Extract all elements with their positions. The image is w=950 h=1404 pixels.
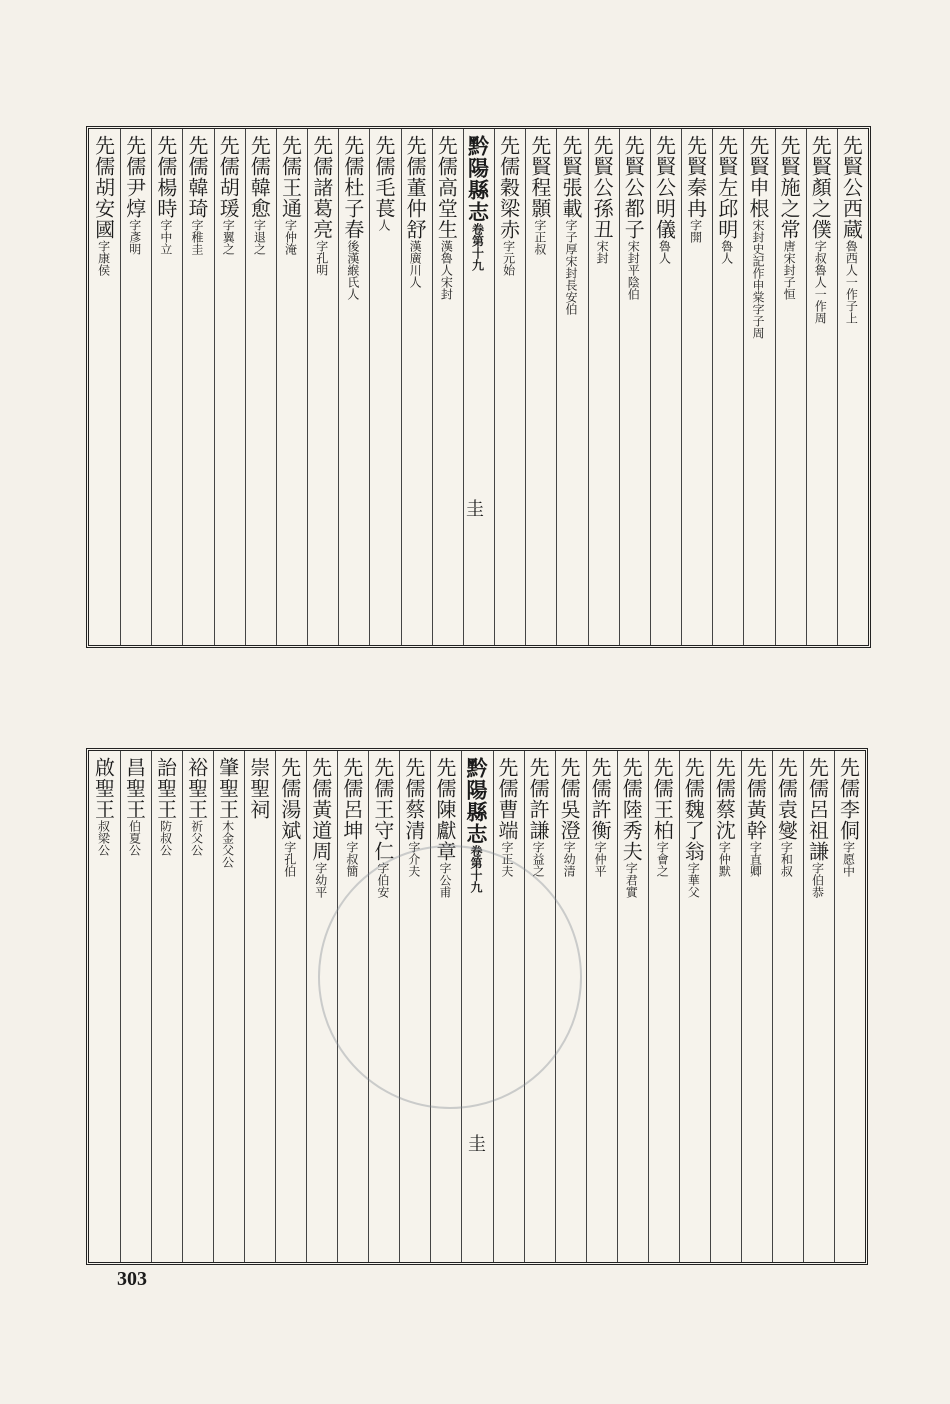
- column-rule: [525, 129, 526, 645]
- column-rule: [244, 751, 245, 1262]
- entry-annotation: 字仲平: [593, 841, 608, 877]
- column-rule: [307, 129, 308, 645]
- entry-annotation: 字康侯: [96, 240, 111, 276]
- entry-annotation: 字伯恭: [810, 862, 825, 898]
- entry-name: 先儒曹端: [495, 757, 520, 841]
- entry-column: [279, 757, 301, 877]
- entry-annotation: 字君實: [624, 862, 639, 898]
- entry-column: [341, 757, 363, 877]
- column-rule: [743, 129, 744, 645]
- entry-column: [155, 135, 177, 255]
- column-rule: [710, 751, 711, 1262]
- entry-column: [685, 135, 707, 243]
- column-rule: [775, 129, 776, 645]
- entry-column: [248, 757, 270, 820]
- entry-name: 先儒韓琦: [185, 135, 210, 219]
- entry-name: 黔陽縣志: [465, 135, 491, 223]
- bottom-folio-mark: 圭: [468, 1134, 486, 1155]
- entry-annotation: 字益之: [531, 841, 546, 877]
- entry-annotation: 卷第十九: [469, 845, 483, 893]
- entry-annotation: 卷第十九: [470, 223, 485, 271]
- entry-column: [373, 135, 395, 231]
- entry-annotation: 字叔魯人一作周: [813, 240, 828, 324]
- entry-name: 先賢公明儀: [652, 135, 677, 240]
- column-rule: [556, 129, 557, 645]
- entry-annotation: 字彥明: [127, 219, 142, 255]
- entry-column: [620, 757, 642, 898]
- column-rule: [679, 751, 680, 1262]
- column-rule: [803, 751, 804, 1262]
- column-rule: [806, 129, 807, 645]
- top-folio-mark: 圭: [466, 499, 484, 520]
- entry-column: [682, 757, 704, 898]
- column-rule: [151, 751, 152, 1262]
- entry-column: [342, 135, 364, 300]
- column-rule: [834, 751, 835, 1262]
- column-rule: [494, 129, 495, 645]
- entry-name: 先儒蔡清: [401, 757, 426, 841]
- entry-annotation: 字正夫: [500, 841, 515, 877]
- entry-name: 先儒高堂生: [434, 135, 459, 240]
- entry-name: 先儒尹焞: [122, 135, 147, 219]
- entry-name: 先儒呂祖謙: [805, 757, 830, 862]
- entry-column: [310, 757, 332, 898]
- entry-name: 先儒胡瑗: [216, 135, 241, 219]
- column-rule: [648, 751, 649, 1262]
- entry-annotation: 叔梁公: [96, 820, 111, 856]
- entry-column: [435, 135, 457, 300]
- column-rule: [182, 129, 183, 645]
- entry-name: 黔陽縣志: [464, 757, 489, 845]
- entry-annotation: 字仲淹: [283, 219, 298, 255]
- column-rule: [432, 129, 433, 645]
- entry-annotation: 字退之: [252, 219, 267, 255]
- entry-column: [778, 135, 800, 300]
- entry-column: [155, 757, 177, 856]
- column-rule: [401, 129, 402, 645]
- entry-column: [498, 135, 520, 276]
- entry-name: 先儒王柏: [650, 757, 675, 841]
- entry-annotation: 木金父公: [220, 820, 235, 868]
- entry-name: 先賢程顥: [527, 135, 552, 219]
- entry-name: 先賢施之常: [777, 135, 802, 240]
- entry-name: 先儒諸葛亮: [309, 135, 334, 240]
- entry-annotation: 字叔簡: [344, 841, 359, 877]
- entry-column: [747, 135, 769, 339]
- entry-annotation: 字和叔: [779, 841, 794, 877]
- entry-column: [529, 135, 551, 255]
- entry-column: [186, 135, 208, 255]
- entry-name: 先儒湯斌: [277, 757, 302, 841]
- column-rule: [586, 751, 587, 1262]
- entry-name: 先儒王守仁: [370, 757, 395, 862]
- entry-name: 先賢張載: [558, 135, 583, 219]
- entry-name: 先儒黃幹: [743, 757, 768, 841]
- entry-annotation: 字子厚宋封長安伯: [563, 219, 578, 315]
- entry-column: [809, 135, 831, 324]
- entry-column: [837, 757, 859, 877]
- entry-name: 先賢左邱明: [714, 135, 739, 240]
- entry-annotation: 後漢緱氏人: [345, 240, 360, 300]
- column-rule: [120, 751, 121, 1262]
- entry-column: [591, 135, 613, 264]
- entry-annotation: 人: [377, 219, 392, 231]
- entry-annotation: 字幼平: [313, 862, 328, 898]
- entry-annotation: 字愿中: [841, 841, 856, 877]
- column-rule: [712, 129, 713, 645]
- entry-name: 崇聖祠: [246, 757, 271, 820]
- entry-column: [124, 135, 146, 255]
- entry-column: [280, 135, 302, 255]
- entry-name: 先賢顏之僕: [808, 135, 833, 240]
- entry-annotation: 字稚圭: [190, 219, 205, 255]
- entry-column: [840, 135, 862, 324]
- entry-column: [311, 135, 333, 276]
- column-rule: [275, 751, 276, 1262]
- column-rule: [245, 129, 246, 645]
- entry-column: [186, 757, 208, 856]
- entry-annotation: 字幼清: [562, 841, 577, 877]
- entry-column: [124, 757, 146, 856]
- column-rule: [463, 129, 464, 645]
- entry-name: 先儒穀梁赤: [496, 135, 521, 240]
- entry-name: 先儒王通: [278, 135, 303, 219]
- entry-annotation: 字孔明: [314, 240, 329, 276]
- entry-name: 先儒蔡沈: [712, 757, 737, 841]
- column-rule: [338, 129, 339, 645]
- entry-name: 先儒許衡: [588, 757, 613, 841]
- entry-name: 先儒楊時: [153, 135, 178, 219]
- entry-annotation: 字直卿: [748, 841, 763, 877]
- entry-annotation: 唐宋封子恒: [782, 240, 797, 300]
- column-rule: [619, 129, 620, 645]
- column-rule: [151, 129, 152, 645]
- entry-annotation: 字中立: [158, 219, 173, 255]
- entry-name: 詒聖王: [153, 757, 178, 820]
- entry-name: 先儒黃道周: [308, 757, 333, 862]
- entry-column: [404, 135, 426, 288]
- entry-annotation: 祈父公: [189, 820, 204, 856]
- entry-name: 先賢申根: [745, 135, 770, 219]
- entry-annotation: 字介夫: [406, 841, 421, 877]
- entry-column: [589, 757, 611, 877]
- entry-annotation: 字翼之: [221, 219, 236, 255]
- entry-annotation: 宋封: [595, 240, 610, 264]
- entry-name: 先儒胡安國: [91, 135, 116, 240]
- entry-name: 先賢秦冉: [683, 135, 708, 219]
- entry-column: [93, 135, 115, 276]
- running-header: [467, 135, 489, 271]
- entry-annotation: 宋封平陰伯: [626, 240, 641, 300]
- entry-annotation: 字伯安: [375, 862, 390, 898]
- column-rule: [837, 129, 838, 645]
- entry-name: 先賢公都子: [621, 135, 646, 240]
- entry-column: [217, 757, 239, 868]
- entry-annotation: 字正叔: [532, 219, 547, 255]
- entry-column: [806, 757, 828, 898]
- entry-column: [248, 135, 270, 255]
- entry-name: 先儒許謙: [526, 757, 551, 841]
- entry-name: 先儒毛萇: [372, 135, 397, 219]
- entry-column: [217, 135, 239, 255]
- entry-name: 先儒李侗: [836, 757, 861, 841]
- entry-name: 先儒袁燮: [774, 757, 799, 841]
- entry-column: [527, 757, 549, 877]
- entry-annotation: 字孔伯: [282, 841, 297, 877]
- entry-annotation: 漢廣川人: [408, 240, 423, 288]
- entry-name: 昌聖王: [122, 757, 147, 820]
- entry-column: [653, 135, 675, 264]
- entry-name: 先儒呂坤: [339, 757, 364, 841]
- entry-column: [651, 757, 673, 877]
- column-rule: [276, 129, 277, 645]
- column-rule: [214, 129, 215, 645]
- column-rule: [120, 129, 121, 645]
- entry-annotation: 字華父: [686, 862, 701, 898]
- entry-annotation: 魯人: [719, 240, 734, 264]
- column-rule: [772, 751, 773, 1262]
- column-rule: [306, 751, 307, 1262]
- entry-name: 先賢公西蔵: [839, 135, 864, 240]
- entry-annotation: 字開: [688, 219, 703, 243]
- entry-name: 先賢公孫丑: [590, 135, 615, 240]
- entry-annotation: 宋封史記作申棠字子周: [750, 219, 765, 339]
- entry-annotation: 魯西人一作子上: [844, 240, 859, 324]
- entry-name: 先儒韓愈: [247, 135, 272, 219]
- entry-name: 啟聖王: [91, 757, 116, 820]
- entry-name: 先儒陳獻章: [432, 757, 457, 862]
- entry-name: 裕聖王: [184, 757, 209, 820]
- column-rule: [213, 751, 214, 1262]
- entry-name: 肇聖王: [215, 757, 240, 820]
- entry-column: [93, 757, 115, 856]
- entry-annotation: 伯夏公: [127, 820, 142, 856]
- entry-column: [558, 757, 580, 877]
- entry-column: [716, 135, 738, 264]
- entry-column: [560, 135, 582, 315]
- column-rule: [681, 129, 682, 645]
- column-rule: [369, 129, 370, 645]
- entry-name: 先儒董仲舒: [403, 135, 428, 240]
- entry-annotation: 字公甫: [437, 862, 452, 898]
- entry-name: 先儒魏了翁: [681, 757, 706, 862]
- entry-annotation: 漢魯人宋封: [439, 240, 454, 300]
- column-rule: [588, 129, 589, 645]
- page-number: 303: [117, 1268, 147, 1290]
- top-text-block: [86, 126, 871, 648]
- column-rule: [182, 751, 183, 1262]
- entry-annotation: 防叔公: [158, 820, 173, 856]
- entry-annotation: 字會之: [655, 841, 670, 877]
- entry-name: 先儒杜子春: [340, 135, 365, 240]
- column-rule: [741, 751, 742, 1262]
- entry-name: 先儒陸秀夫: [619, 757, 644, 862]
- entry-annotation: 字仲默: [717, 841, 732, 877]
- entry-annotation: 魯人: [657, 240, 672, 264]
- entry-column: [713, 757, 735, 877]
- entry-annotation: 字元始: [501, 240, 516, 276]
- column-rule: [617, 751, 618, 1262]
- column-rule: [650, 129, 651, 645]
- entry-column: [775, 757, 797, 877]
- entry-column: [744, 757, 766, 877]
- entry-name: 先儒吳澄: [557, 757, 582, 841]
- entry-column: [622, 135, 644, 300]
